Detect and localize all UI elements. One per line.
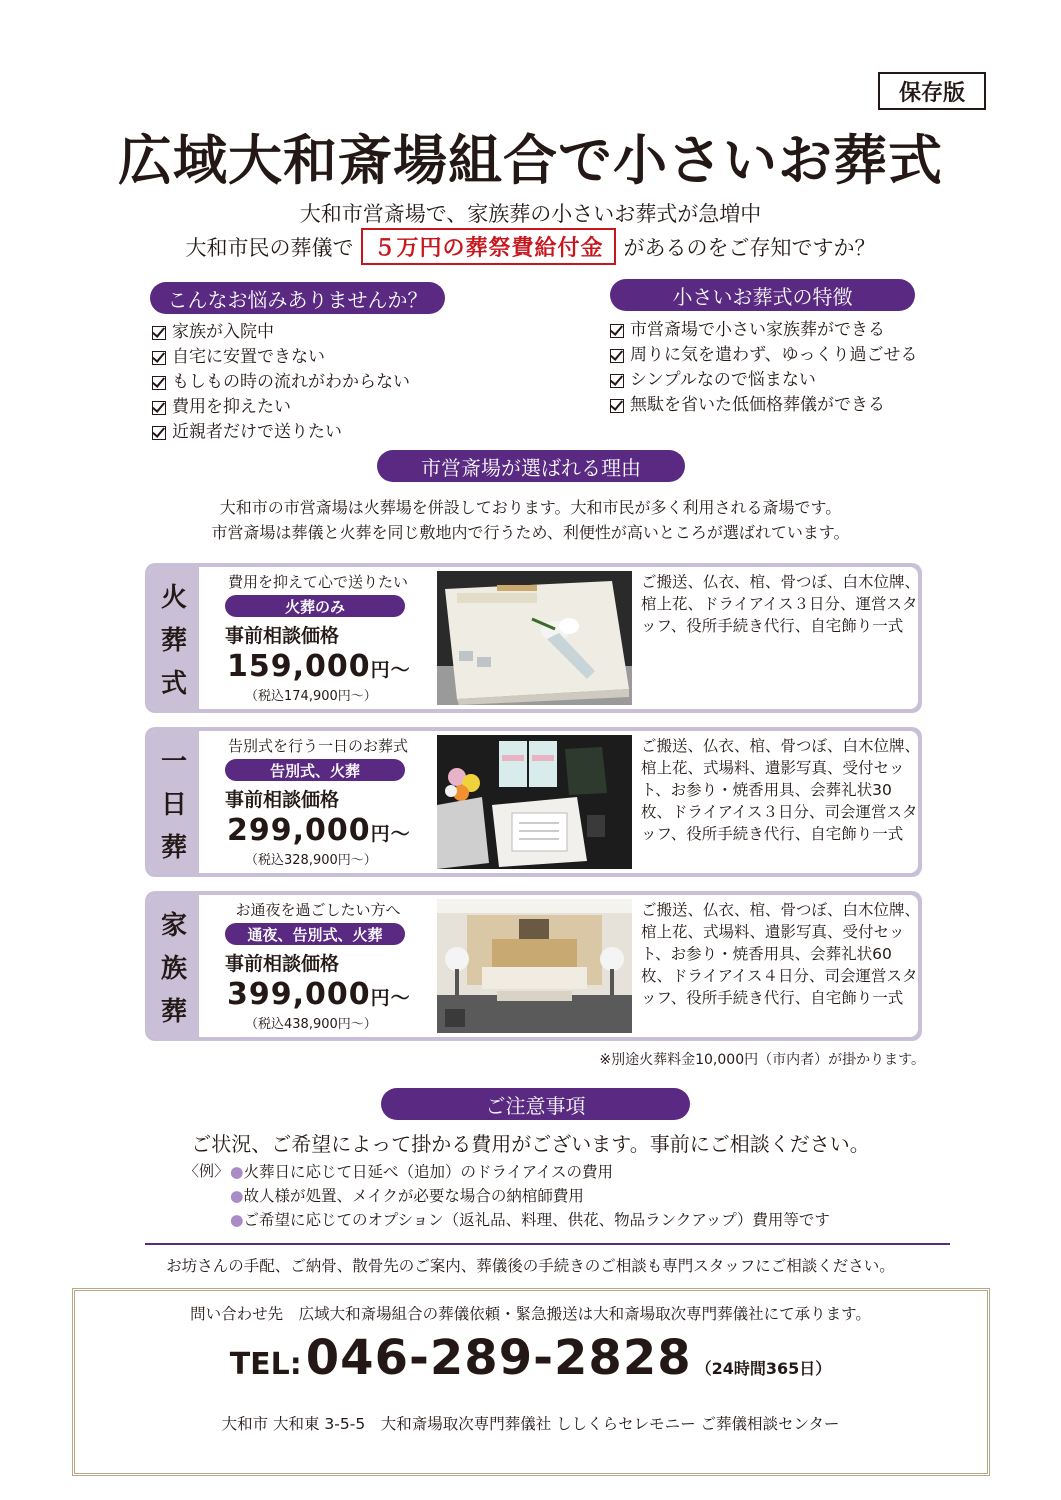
list-item: 家族が入院中	[152, 320, 410, 345]
subtitle-line-1: 大和市営斎場で、家族葬の小さいお葬式が急増中	[299, 202, 762, 226]
list-item: ●ご希望に応じてのオプション（返礼品、料理、供花、物品ランクアップ）費用等です	[230, 1211, 830, 1229]
notice-lead: ご状況、ご希望によって掛かる費用がございます。事前にご相談ください。	[191, 1132, 870, 1156]
keep-edition-badge: 保存版	[878, 72, 986, 110]
plan-description: ご搬送、仏衣、棺、骨つぼ、白木位牌、棺上花、式場料、遺影写真、受付セット、お参り・焼香用具、会葬礼状30枚、ドライアイス３日分、司会運営スタッフ、役所手続き代行、自宅飾り一式	[641, 737, 921, 843]
plan-tax-price: （税込174,900円～）	[245, 689, 377, 704]
plan-price-label: 事前相談価格	[225, 953, 340, 975]
list-item: ●故人様が処置、メイクが必要な場合の納棺師費用	[230, 1187, 584, 1205]
bullet-icon: ●	[230, 1187, 244, 1205]
checkbox-icon	[152, 326, 166, 340]
list-item: もしもの時の流れがわからない	[152, 370, 410, 395]
checkbox-icon	[610, 399, 624, 413]
plan-card-one-day	[145, 727, 922, 877]
bullet-icon: ●	[230, 1163, 244, 1181]
plan-side-label: 家 族 葬	[149, 895, 199, 1037]
list-item: 費用を抑えたい	[152, 395, 410, 420]
plan-tax-price: （税込438,900円～）	[245, 1017, 377, 1032]
plan-card-family	[145, 891, 922, 1041]
example-label: 〈例〉	[184, 1162, 230, 1180]
worries-list	[152, 320, 410, 445]
phone-hours: （24時間365日）	[695, 1359, 832, 1378]
features-list	[610, 318, 917, 418]
plan-price-label: 事前相談価格	[225, 789, 340, 811]
reasons-line-1: 大和市の市営斎場は火葬場を併設しております。大和市民が多く利用される斎場です。	[219, 498, 842, 517]
subtitle-line-2	[0, 228, 1061, 265]
coffin-photo	[437, 571, 632, 705]
plan-type-pill: 火葬のみ	[225, 595, 405, 617]
plan-card-cremation	[145, 563, 922, 713]
checkbox-icon	[610, 374, 624, 388]
checkbox-icon	[152, 376, 166, 390]
altar-photo	[437, 899, 632, 1033]
plan-tagline: 告別式を行う一日のお葬式	[227, 737, 408, 755]
plan-side-label: 一 日 葬	[149, 731, 199, 873]
list-item: 近親者だけで送りたい	[152, 420, 410, 445]
cremation-fee-note: ※別途火葬料金10,000円（市内者）が掛かります。	[599, 1052, 925, 1068]
worries-heading: こんなお悩みありませんか？	[150, 282, 445, 314]
plan-tax-price: （税込328,900円～）	[245, 853, 377, 868]
list-item: シンプルなので悩まない	[610, 368, 917, 393]
checkbox-icon	[152, 351, 166, 365]
list-item: 自宅に安置できない	[152, 345, 410, 370]
subtitle-before: 大和市民の葬儀で	[185, 235, 354, 260]
divider	[145, 1243, 950, 1245]
reasons-heading: 市営斎場が選ばれる理由	[377, 450, 685, 482]
bullet-icon: ●	[230, 1211, 244, 1229]
plan-tagline: お通夜を過ごしたい方へ	[235, 901, 401, 919]
checkbox-icon	[152, 401, 166, 415]
plan-tagline: 費用を抑えて心で送りたい	[227, 573, 408, 591]
contact-intro: 問い合わせ先 広域大和斎場組合の葬儀依頼・緊急搬送は大和斎場取次専門葬儀社にて承ります。	[190, 1305, 871, 1323]
list-item: 無駄を省いた低価格葬儀ができる	[610, 393, 917, 418]
contact-phone-row	[0, 1330, 1061, 1386]
plan-type-pill: 告別式、火葬	[225, 759, 405, 781]
plan-price-label: 事前相談価格	[225, 625, 340, 647]
plan-price: 399,000円～	[227, 977, 411, 1012]
page-title: 広域大和斎場組合で小さいお葬式	[118, 129, 943, 192]
supplies-photo	[437, 735, 632, 869]
checkbox-icon	[610, 349, 624, 363]
plan-type-pill: 通夜、告別式、火葬	[225, 923, 405, 945]
plan-price: 159,000円～	[227, 649, 411, 684]
checkbox-icon	[152, 426, 166, 440]
list-item: ●火葬日に応じて日延べ（追加）のドライアイスの費用	[230, 1163, 614, 1181]
features-heading: 小さいお葬式の特徴	[610, 279, 915, 311]
checkbox-icon	[610, 324, 624, 338]
list-item: 周りに気を遣わず、ゆっくり過ごせる	[610, 343, 917, 368]
benefit-highlight: ５万円の葬祭費給付金	[361, 228, 615, 265]
plan-side-label: 火 葬 式	[149, 567, 199, 709]
plan-description: ご搬送、仏衣、棺、骨つぼ、白木位牌、棺上花、ドライアイス３日分、運営スタッフ、役所手続き代行、自宅飾り一式	[641, 573, 921, 635]
reasons-line-2: 市営斎場は葬儀と火葬を同じ敷地内で行うため、利便性が高いところが選ばれています。	[211, 523, 850, 542]
tel-label: TEL:	[229, 1347, 302, 1382]
staff-note: お坊さんの手配、ご納骨、散骨先のご案内、葬儀後の手続きのご相談も専門スタッフにご相談ください。	[166, 1257, 895, 1275]
plan-price: 299,000円～	[227, 813, 411, 848]
plan-description: ご搬送、仏衣、棺、骨つぼ、白木位牌、棺上花、式場料、遺影写真、受付セット、お参り・焼香用具、会葬礼状60枚、ドライアイス４日分、司会運営スタッフ、役所手続き代行、自宅飾り一式	[641, 901, 921, 1007]
contact-address: 大和市 大和東 3-5-5 大和斎場取次専門葬儀社 ししくらセレモニー ご葬儀相談センター	[221, 1415, 840, 1433]
notice-list	[230, 1160, 830, 1232]
phone-number[interactable]: 046-289-2828	[305, 1330, 692, 1386]
list-item: 市営斎場で小さい家族葬ができる	[610, 318, 917, 343]
notice-heading: ご注意事項	[381, 1088, 690, 1120]
subtitle-after: があるのをご存知ですか？	[623, 235, 876, 260]
